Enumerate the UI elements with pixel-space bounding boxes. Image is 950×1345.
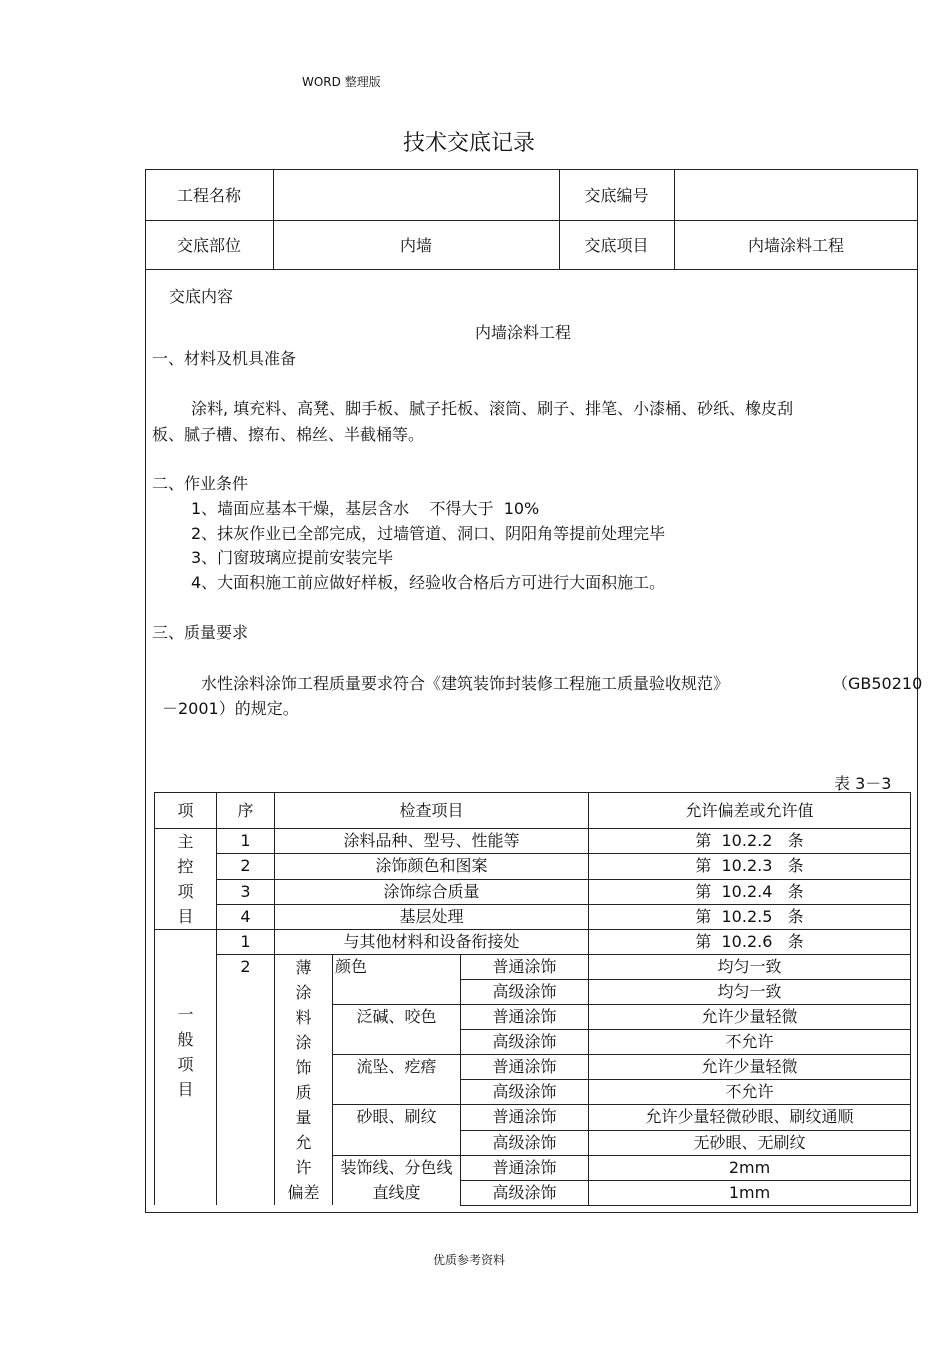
grade-value: 允许少量轻微 (589, 1055, 911, 1080)
main-group-label: 主 控 项 目 (155, 829, 217, 930)
grade-value: 允许少量轻微砂眼、刷纹通顺 (589, 1105, 911, 1130)
row-item: 涂饰颜色和图案 (275, 854, 589, 879)
grade-value: 无砂眼、无刷纹 (589, 1130, 911, 1155)
grade: 普通涂饰 (461, 1005, 589, 1030)
item-label: 交底项目 (584, 236, 649, 255)
location-label: 交底部位 (176, 236, 241, 255)
quality-table (154, 792, 911, 1206)
grade: 普通涂饰 (461, 955, 589, 980)
grade-value: 均匀一致 (589, 955, 911, 980)
general-group-label: 一 般 项 目 (155, 930, 217, 1206)
number-value (674, 169, 918, 220)
section3-title: 三、质量要求 (152, 623, 249, 642)
sub-item-name: 颜色 (333, 955, 461, 1005)
grade-value: 允许少量轻微 (589, 1005, 911, 1030)
thin-coating-label: 薄 涂 料 涂 饰 质 量 允 许 偏差 (275, 955, 333, 1206)
document-title: 技术交底记录 (402, 131, 535, 156)
sub-item-name: 流坠、疙瘩 (333, 1055, 461, 1105)
section2-item: 2、抹灰作业已全部完成，过墙管道、洞口、阴阳角等提前处理完毕 (191, 524, 666, 543)
section3-line2: －2001）的规定。 (162, 699, 299, 718)
content-label: 交底内容 (169, 287, 234, 306)
section1-line2: 板、腻子槽、擦布、棉丝、半截桶等。 (152, 425, 425, 444)
section3-code: （GB50210 (832, 674, 923, 693)
row-value: 第 10.2.6 条 (589, 930, 911, 955)
row-no: 4 (217, 904, 275, 929)
header-item: 检查项目 (275, 793, 589, 829)
sub-item-name-line2: 直线度 (333, 1180, 461, 1205)
grid-line (145, 269, 918, 270)
row-no: 1 (217, 829, 275, 854)
header-no: 序 (217, 793, 275, 829)
row-item: 涂饰综合质量 (275, 879, 589, 904)
grade-value: 2mm (589, 1155, 911, 1180)
grade-value: 均匀一致 (589, 980, 911, 1005)
grade: 高级涂饰 (461, 1030, 589, 1055)
row-value: 第 10.2.5 条 (589, 904, 911, 929)
row-no: 2 (217, 854, 275, 879)
footer-note: 优质参考资料 (432, 1253, 505, 1267)
row-item: 与其他材料和设备衔接处 (275, 930, 589, 955)
header-group: 项 (155, 793, 217, 829)
row-value: 第 10.2.2 条 (589, 829, 911, 854)
item-value: 内墙涂料工程 (747, 236, 844, 255)
row-value: 第 10.2.3 条 (589, 854, 911, 879)
grade: 普通涂饰 (461, 1155, 589, 1180)
section1-title: 一、材料及机具准备 (152, 349, 297, 368)
project-name-value (273, 169, 559, 220)
grade: 高级涂饰 (461, 1180, 589, 1205)
grade-value: 不允许 (589, 1030, 911, 1055)
row-no: 3 (217, 879, 275, 904)
section2-item: 4、大面积施工前应做好样板，经验收合格后方可进行大面积施工。 (191, 573, 666, 592)
grade: 高级涂饰 (461, 1080, 589, 1105)
grade-value: 不允许 (589, 1080, 911, 1105)
section2-item: 3、门窗玻璃应提前安装完毕 (191, 548, 394, 567)
number-label: 交底编号 (584, 186, 649, 205)
row-no: 2 (217, 955, 275, 1206)
content-heading: 内墙涂料工程 (475, 323, 572, 342)
location-value: 内墙 (399, 236, 432, 255)
section1-line1: 涂料, 填充料、高凳、脚手板、腻子托板、滚筒、刷子、排笔、小漆桶、砂纸、橡皮刮 (191, 399, 794, 418)
section2-title: 二、作业条件 (152, 474, 249, 493)
header-note: WORD 整理版 (302, 75, 381, 89)
sub-item-name: 泛碱、咬色 (333, 1005, 461, 1055)
grade: 高级涂饰 (461, 980, 589, 1005)
table-caption: 表 3－3 (834, 774, 892, 793)
header-value: 允许偏差或允许值 (589, 793, 911, 829)
row-item: 基层处理 (275, 904, 589, 929)
row-no: 1 (217, 930, 275, 955)
project-name-label: 工程名称 (176, 186, 241, 205)
section2-item: 1、墙面应基本干燥，基层含水 不得大于 10% (191, 499, 540, 518)
grade: 普通涂饰 (461, 1055, 589, 1080)
row-value: 第 10.2.4 条 (589, 879, 911, 904)
sub-item-name: 装饰线、分色线 (333, 1155, 461, 1180)
grade: 高级涂饰 (461, 1130, 589, 1155)
row-item: 涂料品种、型号、性能等 (275, 829, 589, 854)
section3-line1: 水性涂料涂饰工程质量要求符合《建筑装饰封装修工程施工质量验收规范》 (201, 674, 730, 693)
sub-item-name: 砂眼、刷纹 (333, 1105, 461, 1155)
grade: 普通涂饰 (461, 1105, 589, 1130)
grade-value: 1mm (589, 1180, 911, 1205)
